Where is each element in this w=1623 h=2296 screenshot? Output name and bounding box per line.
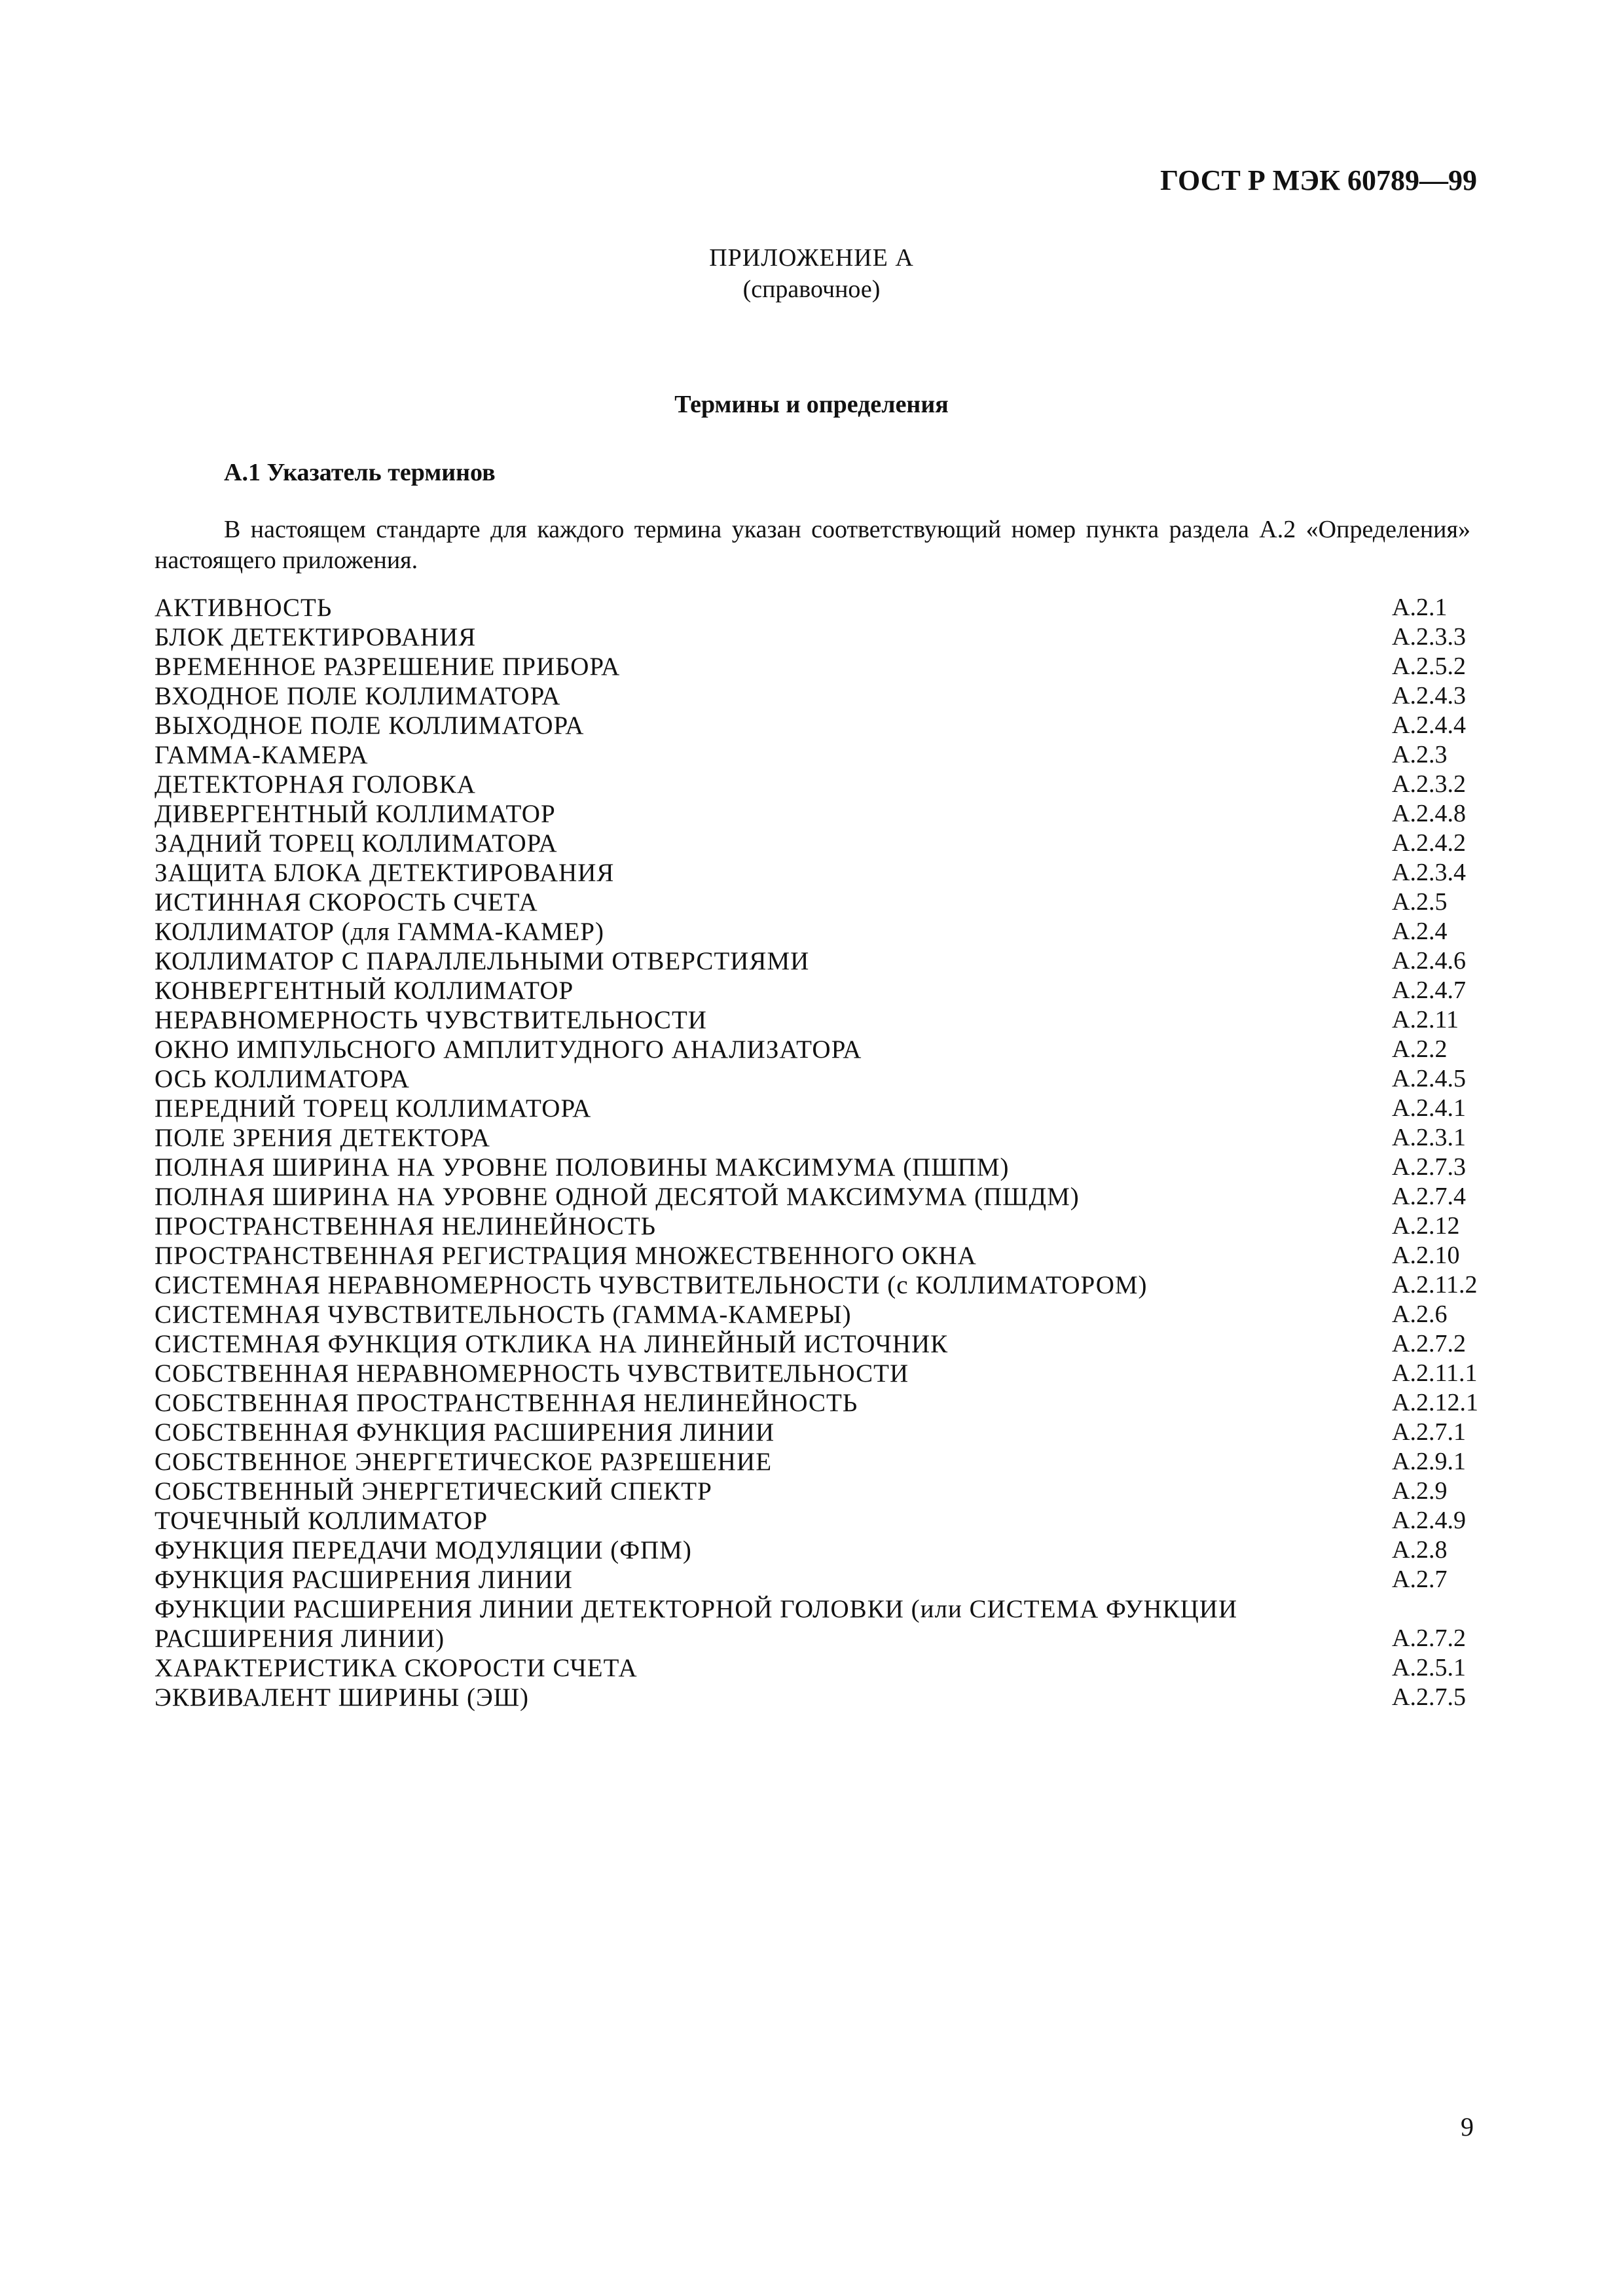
term-reference: А.2.4.2 bbox=[1392, 829, 1466, 857]
term-reference: А.2.3.2 bbox=[1392, 770, 1466, 798]
term-row bbox=[155, 1211, 1470, 1241]
term-text: ВЫХОДНОЕ ПОЛЕ КОЛЛИМАТОРА bbox=[155, 711, 585, 740]
term-text: СОБСТВЕННЫЙ ЭНЕРГЕТИЧЕСКИЙ СПЕКТР bbox=[155, 1477, 712, 1505]
term-reference: А.2.4.5 bbox=[1392, 1065, 1466, 1092]
term-row bbox=[155, 946, 1470, 976]
term-text: ГАММА-КАМЕРА bbox=[155, 741, 369, 769]
term-row bbox=[155, 799, 1470, 829]
subsection-title: А.1 Указатель терминов bbox=[224, 459, 496, 486]
term-reference: А.2.5.1 bbox=[1392, 1654, 1466, 1681]
terms-index bbox=[155, 593, 1478, 1712]
term-text: ВХОДНОЕ ПОЛЕ КОЛЛИМАТОРА bbox=[155, 682, 561, 710]
appendix-subtitle: (справочное) bbox=[742, 276, 881, 303]
term-row bbox=[155, 1535, 1470, 1565]
term-row bbox=[155, 770, 1470, 799]
term-row bbox=[155, 1300, 1470, 1329]
term-reference: А.2.4.4 bbox=[1392, 711, 1466, 739]
term-text: ПРОСТРАНСТВЕННАЯ НЕЛИНЕЙНОСТЬ bbox=[155, 1212, 657, 1240]
term-reference: А.2.10 bbox=[1392, 1242, 1460, 1269]
term-row bbox=[155, 711, 1470, 740]
term-text: ДИВЕРГЕНТНЫЙ КОЛЛИМАТОР bbox=[155, 800, 556, 828]
term-reference: А.2.4 bbox=[1392, 918, 1448, 945]
term-reference: А.2.7.5 bbox=[1392, 1683, 1466, 1711]
term-text: БЛОК ДЕТЕКТИРОВАНИЯ bbox=[155, 623, 477, 651]
term-reference: А.2.3 bbox=[1392, 741, 1448, 768]
term-text: НЕРАВНОМЕРНОСТЬ ЧУВСТВИТЕЛЬНОСТИ bbox=[155, 1006, 707, 1034]
term-reference: А.2.12 bbox=[1392, 1212, 1460, 1240]
term-text: ПРОСТРАНСТВЕННАЯ РЕГИСТРАЦИЯ МНОЖЕСТВЕННОГО ОКНА bbox=[155, 1242, 977, 1270]
term-row bbox=[155, 1653, 1470, 1683]
term-row bbox=[155, 1270, 1478, 1300]
term-row bbox=[155, 681, 1470, 711]
term-reference: А.2.7 bbox=[1392, 1566, 1448, 1593]
term-row bbox=[155, 1477, 1470, 1506]
term-text: ВРЕМЕННОЕ РАЗРЕШЕНИЕ ПРИБОРА bbox=[155, 653, 621, 681]
term-row bbox=[155, 1035, 1470, 1064]
term-text: ФУНКЦИЯ РАСШИРЕНИЯ ЛИНИИ bbox=[155, 1566, 573, 1594]
term-text: СИСТЕМНАЯ ФУНКЦИЯ ОТКЛИКА НА ЛИНЕЙНЫЙ ИСТОЧНИК bbox=[155, 1330, 949, 1358]
term-reference: А.2.5.2 bbox=[1392, 653, 1466, 680]
term-reference: А.2.8 bbox=[1392, 1536, 1448, 1564]
term-text: СОБСТВЕННОЕ ЭНЕРГЕТИЧЕСКОЕ РАЗРЕШЕНИЕ bbox=[155, 1448, 773, 1476]
term-reference: А.2.12.1 bbox=[1392, 1389, 1478, 1416]
term-text: ПОЛНАЯ ШИРИНА НА УРОВНЕ ОДНОЙ ДЕСЯТОЙ МАКСИМУМА (ПШДМ) bbox=[155, 1183, 1080, 1211]
term-row bbox=[155, 1153, 1470, 1182]
term-text: ТОЧЕЧНЫЙ КОЛЛИМАТОР bbox=[155, 1507, 488, 1535]
term-text: ПОЛЕ ЗРЕНИЯ ДЕТЕКТОРА bbox=[155, 1124, 490, 1152]
term-reference: А.2.7.2 bbox=[1392, 1624, 1466, 1652]
term-row bbox=[155, 1064, 1470, 1094]
term-text: КОЛЛИМАТОР (для ГАММА-КАМЕР) bbox=[155, 918, 604, 946]
term-text: ФУНКЦИЯ ПЕРЕДАЧИ МОДУЛЯЦИИ (ФПМ) bbox=[155, 1536, 692, 1564]
term-row bbox=[155, 1329, 1470, 1359]
term-reference: А.2.2 bbox=[1392, 1035, 1448, 1063]
term-row bbox=[155, 917, 1470, 946]
term-row bbox=[155, 1683, 1470, 1712]
appendix-title: ПРИЛОЖЕНИЕ А bbox=[709, 244, 914, 272]
term-reference: А.2.7.1 bbox=[1392, 1418, 1466, 1446]
document-code: ГОСТ Р МЭК 60789—99 bbox=[1160, 164, 1477, 196]
term-row bbox=[155, 888, 1470, 917]
term-row bbox=[155, 1388, 1478, 1418]
section-title: Термины и определения bbox=[674, 391, 949, 418]
term-row bbox=[155, 1094, 1470, 1123]
term-row bbox=[155, 829, 1470, 858]
term-row bbox=[155, 1447, 1470, 1477]
term-text: КОНВЕРГЕНТНЫЙ КОЛЛИМАТОР bbox=[155, 977, 574, 1005]
appendix-heading bbox=[0, 242, 1623, 305]
term-row bbox=[155, 1005, 1470, 1035]
term-text: ПЕРЕДНИЙ ТОРЕЦ КОЛЛИМАТОРА bbox=[155, 1094, 592, 1122]
term-row bbox=[155, 858, 1470, 888]
term-reference: А.2.4.6 bbox=[1392, 947, 1466, 975]
term-reference: А.2.4.9 bbox=[1392, 1507, 1466, 1534]
term-text: ОСЬ КОЛЛИМАТОРА bbox=[155, 1065, 410, 1093]
term-row bbox=[155, 1182, 1470, 1211]
term-reference: А.2.4.8 bbox=[1392, 800, 1466, 827]
term-text: СИСТЕМНАЯ ЧУВСТВИТЕЛЬНОСТЬ (ГАММА-КАМЕРЫ) bbox=[155, 1300, 852, 1329]
term-row bbox=[155, 1241, 1470, 1270]
term-reference: А.2.4.1 bbox=[1392, 1094, 1466, 1122]
term-row bbox=[155, 1594, 1470, 1653]
term-row bbox=[155, 976, 1470, 1005]
page-number: 9 bbox=[1461, 2112, 1474, 2142]
term-reference: А.2.11 bbox=[1392, 1006, 1459, 1033]
term-row bbox=[155, 1506, 1470, 1535]
term-reference: А.2.9.1 bbox=[1392, 1448, 1466, 1475]
term-row bbox=[155, 1359, 1478, 1388]
term-reference: А.2.3.1 bbox=[1392, 1124, 1466, 1151]
term-text: ХАРАКТЕРИСТИКА СКОРОСТИ СЧЕТА bbox=[155, 1654, 638, 1682]
term-reference: А.2.4.3 bbox=[1392, 682, 1466, 709]
term-reference: А.2.7.4 bbox=[1392, 1183, 1466, 1210]
term-text: ПОЛНАЯ ШИРИНА НА УРОВНЕ ПОЛОВИНЫ МАКСИМУМА (ПШПМ) bbox=[155, 1153, 1010, 1181]
term-text: СИСТЕМНАЯ НЕРАВНОМЕРНОСТЬ ЧУВСТВИТЕЛЬНОСТИ (с КОЛЛИМАТОРОМ) bbox=[155, 1271, 1148, 1299]
intro-paragraph: В настоящем стандарте для каждого термина указан соответствующий номер пункта раздела А.2 «Определения» настоящего приложения. bbox=[155, 516, 1470, 574]
term-row bbox=[155, 1123, 1470, 1153]
term-reference: А.2.3.3 bbox=[1392, 623, 1466, 651]
term-text: КОЛЛИМАТОР С ПАРАЛЛЕЛЬНЫМИ ОТВЕРСТИЯМИ bbox=[155, 947, 810, 975]
term-text: ДЕТЕКТОРНАЯ ГОЛОВКА bbox=[155, 770, 476, 798]
term-reference: А.2.7.3 bbox=[1392, 1153, 1466, 1181]
term-row bbox=[155, 652, 1470, 681]
term-row bbox=[155, 740, 1470, 770]
term-text: ЗАЩИТА БЛОКА ДЕТЕКТИРОВАНИЯ bbox=[155, 859, 615, 887]
term-text: СОБСТВЕННАЯ ФУНКЦИЯ РАСШИРЕНИЯ ЛИНИИ bbox=[155, 1418, 775, 1446]
term-reference: А.2.5 bbox=[1392, 888, 1448, 916]
term-text: АКТИВНОСТЬ bbox=[155, 594, 333, 622]
term-reference: А.2.9 bbox=[1392, 1477, 1448, 1505]
term-text: ЗАДНИЙ ТОРЕЦ КОЛЛИМАТОРА bbox=[155, 829, 558, 857]
term-row bbox=[155, 622, 1470, 652]
term-row bbox=[155, 1418, 1470, 1447]
term-text: ИСТИННАЯ СКОРОСТЬ СЧЕТА bbox=[155, 888, 538, 916]
term-reference: А.2.3.4 bbox=[1392, 859, 1466, 886]
term-text: ЭКВИВАЛЕНТ ШИРИНЫ (ЭШ) bbox=[155, 1683, 530, 1712]
term-reference: А.2.7.2 bbox=[1392, 1330, 1466, 1357]
term-reference: А.2.4.7 bbox=[1392, 977, 1466, 1004]
term-text: СОБСТВЕННАЯ ПРОСТРАНСТВЕННАЯ НЕЛИНЕЙНОСТЬ bbox=[155, 1389, 858, 1417]
term-text: ОКНО ИМПУЛЬСНОГО АМПЛИТУДНОГО АНАЛИЗАТОРА bbox=[155, 1035, 862, 1064]
term-reference: А.2.1 bbox=[1392, 594, 1448, 621]
term-text: ФУНКЦИИ РАСШИРЕНИЯ ЛИНИИ ДЕТЕКТОРНОЙ ГОЛОВКИ (или СИСТЕМА ФУНКЦИИ РАСШИРЕНИЯ ЛИНИИ) bbox=[155, 1595, 1238, 1653]
term-reference: А.2.11.2 bbox=[1392, 1271, 1478, 1299]
term-row bbox=[155, 593, 1470, 622]
term-row bbox=[155, 1565, 1470, 1594]
term-reference: А.2.6 bbox=[1392, 1300, 1448, 1328]
term-reference: А.2.11.1 bbox=[1392, 1359, 1478, 1387]
term-text: СОБСТВЕННАЯ НЕРАВНОМЕРНОСТЬ ЧУВСТВИТЕЛЬНОСТИ bbox=[155, 1359, 909, 1388]
